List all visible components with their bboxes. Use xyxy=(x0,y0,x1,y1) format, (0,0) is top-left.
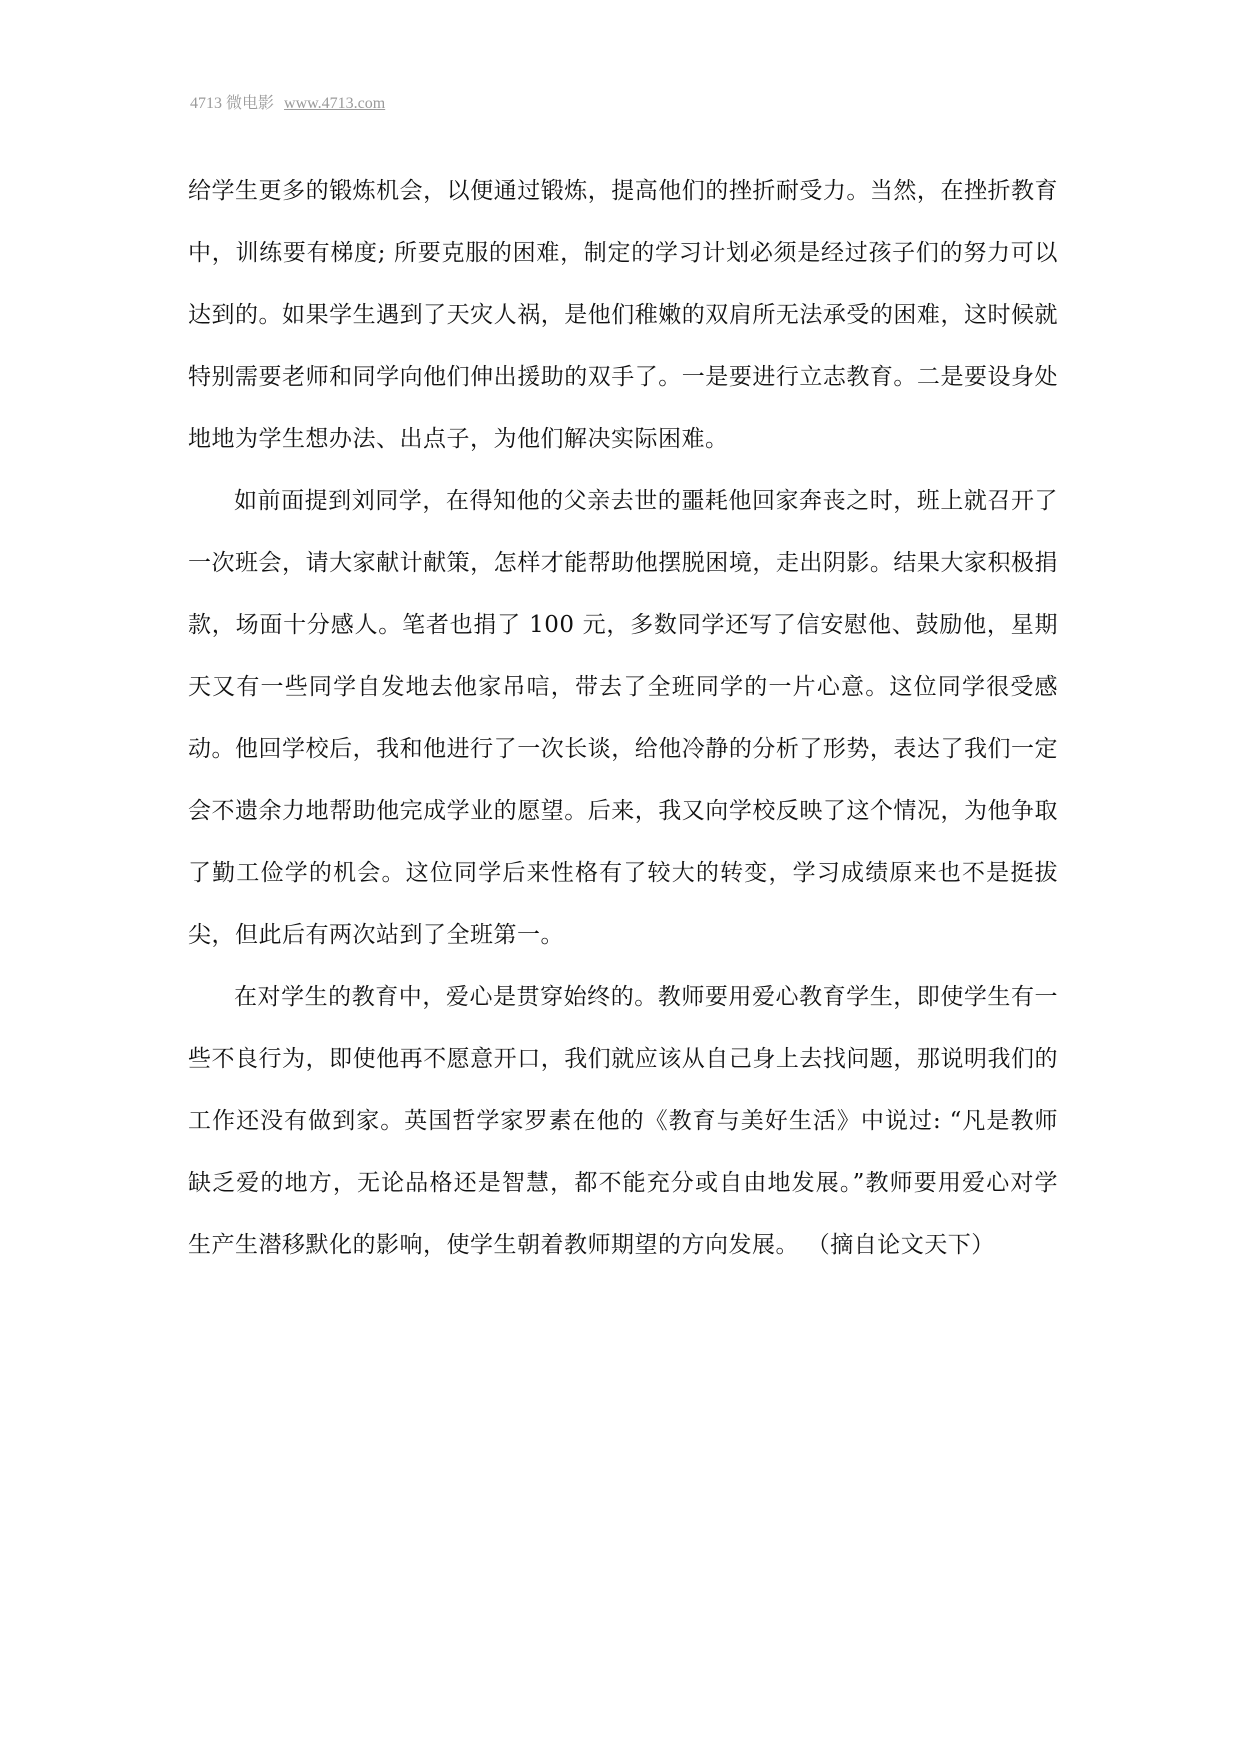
paragraph-2: 如前面提到刘同学，在得知他的父亲去世的噩耗他回家奔丧之时，班上就召开了一次班会，请大家献计献策，怎样才能帮助他摆脱困境，走出阴影。结果大家积极捐款，场面十分感人。笔者也捐了 100 元，多数同学还写了信安慰他、鼓励他，星期天又有一些同学自发地去他家吊唁，带去了全班同学的一片心意。这位同学很受感动。他回学校后，我和他进行了一次长谈，给他冷静的分析了形势，表达了我们一定会不遗余力地帮助他完成学业的愿望。后来，我又向学校反映了这个情况，为他争取了勤工俭学的机会。这位同学后来性格有了较大的转变，学习成绩原来也不是挺拔尖，但此后有两次站到了全班第一。 xyxy=(188,488,1058,948)
site-name: 4713 微电影 xyxy=(190,95,275,112)
paragraph-3: 在对学生的教育中，爱心是贯穿始终的。教师要用爱心教育学生，即使学生有一些不良行为，即使他再不愿意开口，我们就应该从自己身上去找问题，那说明我们的工作还没有做到家。英国哲学家罗素在他的《教育与美好生活》中说过: “凡是教师缺乏爱的地方，无论品格还是智慧，都不能充分或自由地发展。”教师要用爱心对学生产生潜移默化的影响，使学生朝着教师期望的方向发展。 （摘自论文天下） xyxy=(188,984,1058,1258)
site-url-link[interactable]: www.4713.com xyxy=(284,95,386,112)
document-body xyxy=(188,160,1058,1276)
paragraph-1: 给学生更多的锻炼机会，以便通过锻炼，提高他们的挫折耐受力。当然，在挫折教育中，训练要有梯度; 所要克服的困难，制定的学习计划必须是经过孩子们的努力可以达到的。如果学生遇到了天灾人祸，是他们稚嫩的双肩所无法承受的困难，这时候就特别需要老师和同学向他们伸出援助的双手了。一是要进行立志教育。二是要设身处地地为学生想办法、出点子，为他们解决实际困难。 xyxy=(188,178,1058,452)
page-header xyxy=(190,90,385,113)
